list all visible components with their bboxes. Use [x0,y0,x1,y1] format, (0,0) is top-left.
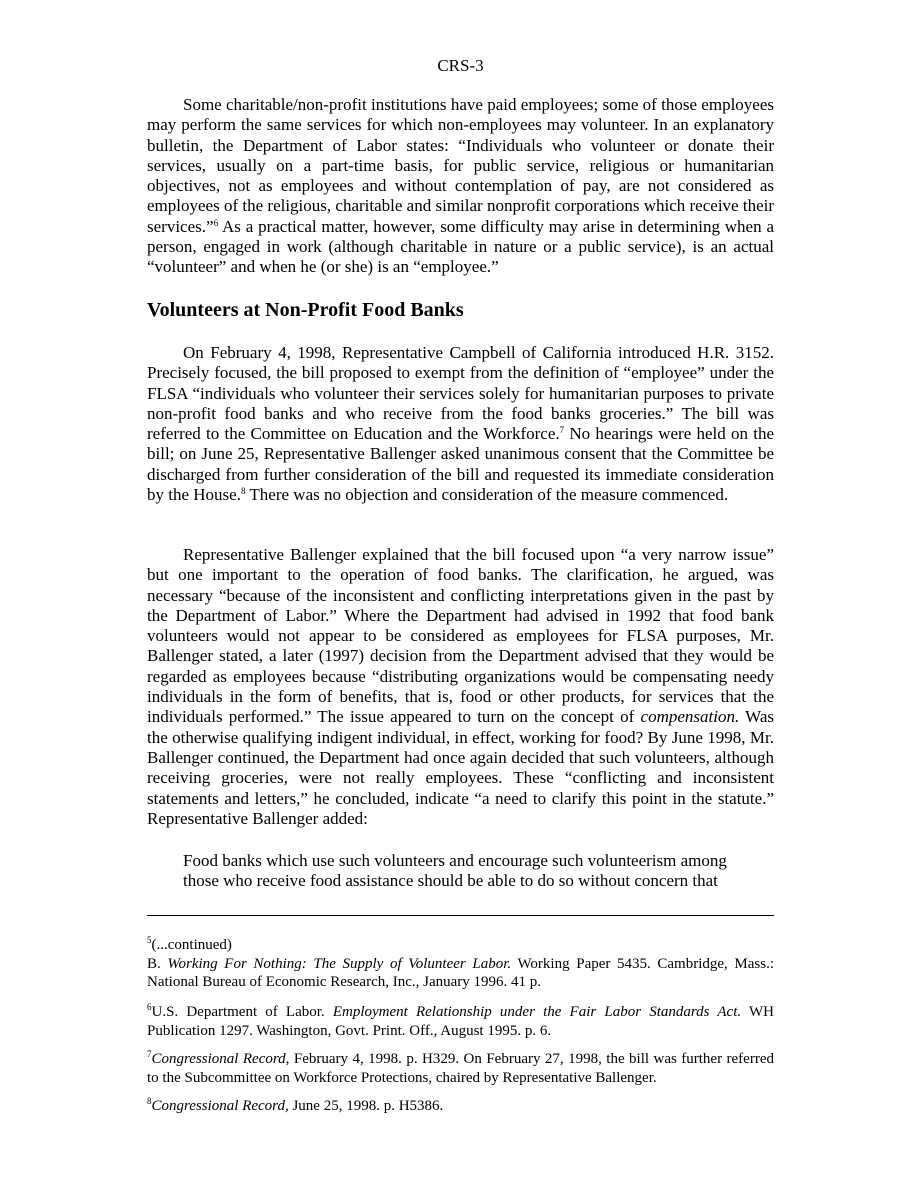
footnote-text: WH Publication 1297. Washington, Govt. Print. Off., August 1995. p. 6. [147,1004,774,1039]
footnote-title: Congressional Record, [151,1098,289,1114]
quote-line: Food banks which use such volunteers and encourage such volunteerism among [183,851,727,870]
paragraph-text: Some charitable/non-profit institutions have paid employees; some of those employees may perform the same services for which non-employees may volunteer. In an explanatory bulletin, the Department of Labor states: “Individuals who volunteer or donate their services, usually on a part-time basis, for public service, religious or humanitarian objectives, not as employees and without contemplation of pay, are not considered as employees of the religious, charitable and similar nonprofit corporations which receive their services.” [147,95,774,236]
paragraph-ballenger [147,545,774,829]
footnote-continued: (...continued) [151,937,232,953]
paragraph-text: As a practical matter, however, some difficulty may arise in determining when a person, engaged in work (although charitable in nature or a public service), is an actual “volunteer” and when he (or she) is an “employee.” [147,216,774,277]
footnote-5 [147,936,774,992]
paragraph-text: Was the otherwise qualifying indigent individual, in effect, working for food? By June 1998, Mr. Ballenger continued, the Department had once again decided that such volunteers, although receiving groceries, were not really employees. These “conflicting and inconsistent statements and letters,” he concluded, indicate “a need to clarify this point in the statute.” Representative Ballenger added: [147,707,774,828]
footnote-7 [147,1050,774,1087]
section-heading: Volunteers at Non-Profit Food Banks [147,299,464,321]
footnote-text: June 25, 1998. p. H5386. [288,1098,444,1114]
footnote-title: Employment Relationship under the Fair Labor Standards Act. [332,1004,742,1020]
paragraph-volunteer-definition [147,95,774,278]
paragraph-hr3152 [147,343,774,505]
footnote-title: Congressional Record, [151,1051,290,1067]
footnote-text: February 4, 1998. p. H329. On February 27, 1998, the bill was further referred to the Subcommittee on Workforce Protections, chaired by Representative Ballenger. [147,1051,774,1086]
footnote-8 [147,1097,774,1116]
paragraph-text: On February 4, 1998, Representative Campbell of California introduced H.R. 3152. Precisely focused, the bill proposed to exempt from the definition of “employee” under the FLSA “individuals who volunteer their services solely for humanitarian purposes to private non-profit food banks and who receive from the food banks groceries.” The bill was referred to the Committee on Education and the Workforce. [147,343,774,444]
paragraph-text: Representative Ballenger explained that the bill focused upon “a very narrow issue” but one important to the operation of food banks. The clarification, he argued, was necessary “because of the inconsistent and conflicting interpretations given in the past by the Department of Labor.” Where the Department had advised in 1992 that food bank volunteers would not appear to be considered as employees for FLSA purposes, Mr. Ballenger stated, a later (1997) decision from the Department advised that they would be regarded as employees because “distributing organizations would be compensating needy individuals in the form of benefits, that is, food or other products, for services that the individuals performed.” The issue appeared to turn on the concept of [147,545,774,727]
footnote-text: Working Paper 5435. Cambridge, Mass.: National Bureau of Economic Research, Inc., January 1996. 41 p. [147,955,774,990]
paragraph-text: No hearings were held on the bill; on June 25, Representative Ballenger asked unanimous consent that the Committee be discharged from further consideration of the bill and requested its immediate consideration by the House. [147,424,774,505]
footnote-text: B. [147,955,168,972]
footnote-6 [147,1003,774,1040]
footnote-ref[interactable]: 6 [213,217,219,228]
footnote-divider [147,915,774,916]
footnote-number: 5 [147,935,152,945]
footnote-ref[interactable]: 7 [559,425,565,436]
footnote-number: 7 [147,1049,152,1059]
footnote-number: 8 [147,1096,152,1106]
footnote-text: U.S. Department of Labor. [151,1004,333,1020]
emphasis-text: compensation. [640,707,740,727]
page-header: CRS-3 [437,56,484,75]
paragraph-text: There was no objection and consideration of the measure commenced. [245,485,729,505]
quote-line: those who receive food assistance should be able to do so without concern that [183,871,718,891]
footnote-number: 6 [147,1002,152,1012]
block-quote [183,851,774,892]
footnote-title: Working For Nothing: The Supply of Volunteer Labor. [167,955,512,972]
footnote-ref[interactable]: 8 [240,486,246,497]
